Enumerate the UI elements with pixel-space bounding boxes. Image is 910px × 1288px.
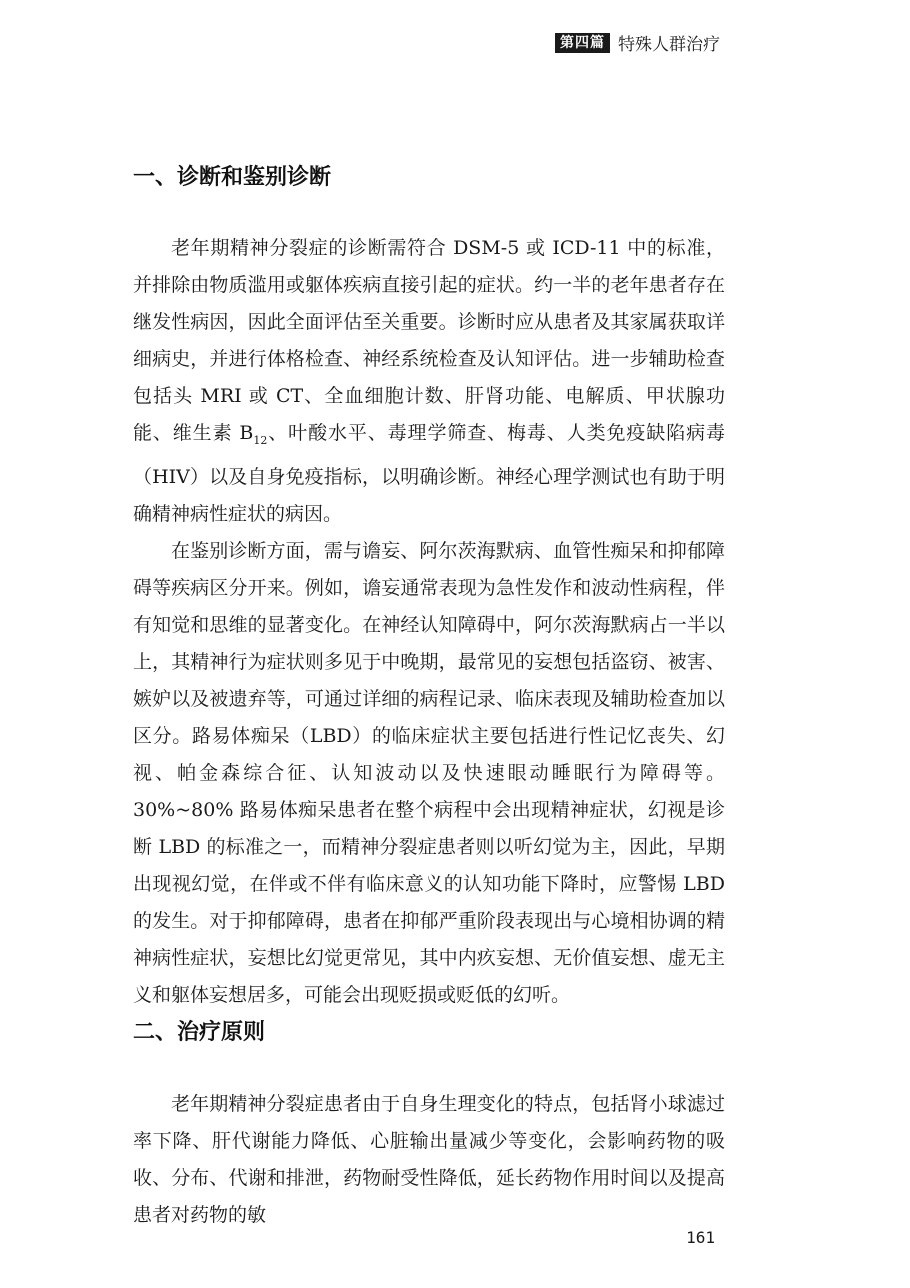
running-header: [555, 30, 720, 55]
section-heading-treatment: 二、治疗原则: [133, 1020, 266, 1045]
paragraph: [133, 230, 725, 533]
text-run: 、叶酸水平、毒理学筛查、梅毒、人类免疫缺陷病毒（HIV）以及自身免疫指标，以明确诊断。神经心理学测试也有助于明确精神病性症状的病因。: [133, 422, 725, 525]
paragraph: 老年期精神分裂症患者由于自身生理变化的特点，包括肾小球滤过率下降、肝代谢能力降低、心脏输出量减少等变化，会影响药物的吸收、分布、代谢和排泄，药物耐受性降低，延长药物作用时间以及提高患者对药物的敏: [133, 1093, 725, 1226]
text-run: 老年期精神分裂症的诊断需符合 DSM-5 或 ICD-11 中的标准，并排除由物质滥用或躯体疾病直接引起的症状。约一半的老年患者存在继发性病因，因此全面评估至关重要。诊断时应从患者及其家属获取详细病史，并进行体格检查、神经系统检查及认知评估。进一步辅助检查包括头 MRI 或 CT、全血细胞计数、肝肾功能、电解质、甲状腺功能、维生素 B: [133, 237, 725, 444]
part-badge: 第四篇: [555, 33, 610, 53]
header-title: 特殊人群治疗: [618, 35, 720, 55]
section-body-diagnosis: [133, 230, 725, 1014]
section-heading-diagnosis: 一、诊断和鉴别诊断: [133, 165, 332, 190]
section-body-treatment: [133, 1086, 725, 1234]
page-number: 161: [686, 1228, 715, 1247]
paragraph: 在鉴别诊断方面，需与谵妄、阿尔茨海默病、血管性痴呆和抑郁障碍等疾病区分开来。例如，谵妄通常表现为急性发作和波动性病程，伴有知觉和思维的显著变化。在神经认知障碍中，阿尔茨海默病占一半以上，其精神行为症状则多见于中晚期，最常见的妄想包括盗窃、被害、嫉妒以及被遗弃等，可通过详细的病程记录、临床表现及辅助检查加以区分。路易体痴呆（LBD）的临床症状主要包括进行性记忆丧失、幻视、帕金森综合征、认知波动以及快速眼动睡眠行为障碍等。30%~80% 路易体痴呆患者在整个病程中会出现精神症状，幻视是诊断 LBD 的标准之一，而精神分裂症患者则以听幻觉为主，因此，早期出现视幻觉，在伴或不伴有临床意义的认知功能下降时，应警惕 LBD 的发生。对于抑郁障碍，患者在抑郁严重阶段表现出与心境相协调的精神病性症状，妄想比幻觉更常见，其中内疚妄想、无价值妄想、虚无主义和躯体妄想居多，可能会出现贬损或贬低的幻听。: [133, 539, 725, 1006]
subscript: 12: [253, 433, 268, 447]
